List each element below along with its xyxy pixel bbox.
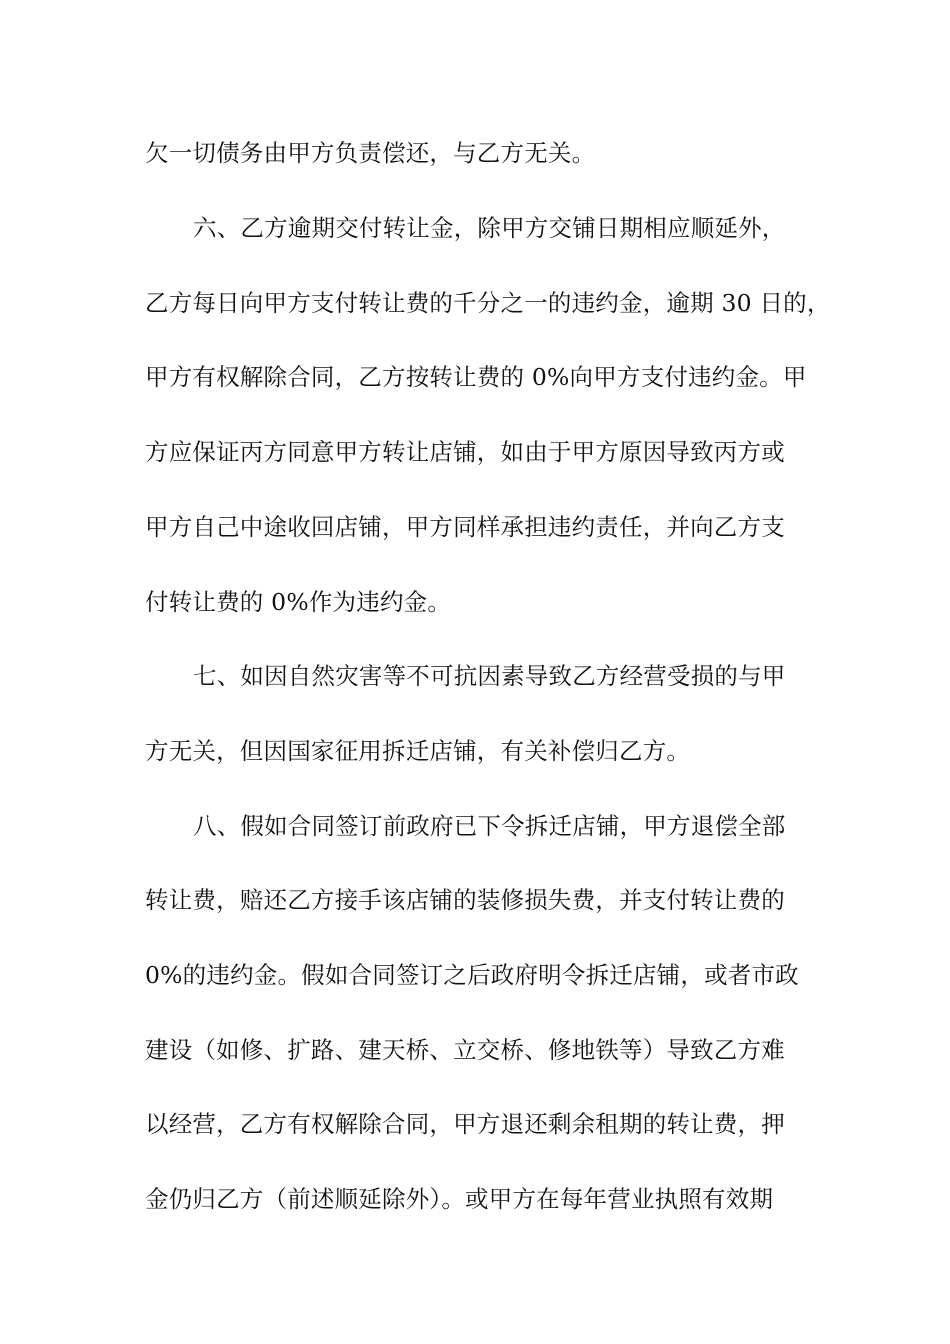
text-line-13: 建设（如修、扩路、建天桥、立交桥、修地铁等）导致乙方难	[145, 1036, 785, 1064]
text-line-4: 甲方有权解除合同，乙方按转让费的 0%向甲方支付违约金。甲	[145, 363, 807, 391]
clause-6-start: 六、乙方逾期交付转让金，除甲方交铺日期相应顺延外，	[193, 214, 786, 242]
text-line-3: 乙方每日向甲方支付转让费的千分之一的违约金，逾期 30 日的，	[145, 289, 831, 317]
clause-8-start: 八、假如合同签订前政府已下令拆迁店铺，甲方退偿全部	[193, 812, 786, 840]
text-line-9: 方无关，但因国家征用拆迁店铺，有关补偿归乙方。	[145, 737, 691, 765]
clause-7-start: 七、如因自然灾害等不可抗因素导致乙方经营受损的与甲	[193, 662, 786, 690]
text-line-5: 方应保证丙方同意甲方转让店铺，如由于甲方原因导致丙方或	[145, 438, 785, 466]
text-line-12: 0%的违约金。假如合同签订之后政府明令拆迁店铺，或者市政	[145, 961, 799, 989]
text-line-11: 转让费，赔还乙方接手该店铺的装修损失费，并支付转让费的	[145, 886, 785, 914]
text-line-1: 欠一切债务由甲方负责偿还，与乙方无关。	[145, 139, 596, 167]
text-line-7: 付转让费的 0%作为违约金。	[145, 588, 452, 616]
text-line-6: 甲方自己中途收回店铺，甲方同样承担违约责任，并向乙方支	[145, 513, 785, 541]
text-line-14: 以经营，乙方有权解除合同，甲方退还剩余租期的转让费，押	[145, 1110, 785, 1138]
text-line-15: 金仍归乙方（前述顺延除外）。或甲方在每年营业执照有效期	[145, 1185, 774, 1213]
